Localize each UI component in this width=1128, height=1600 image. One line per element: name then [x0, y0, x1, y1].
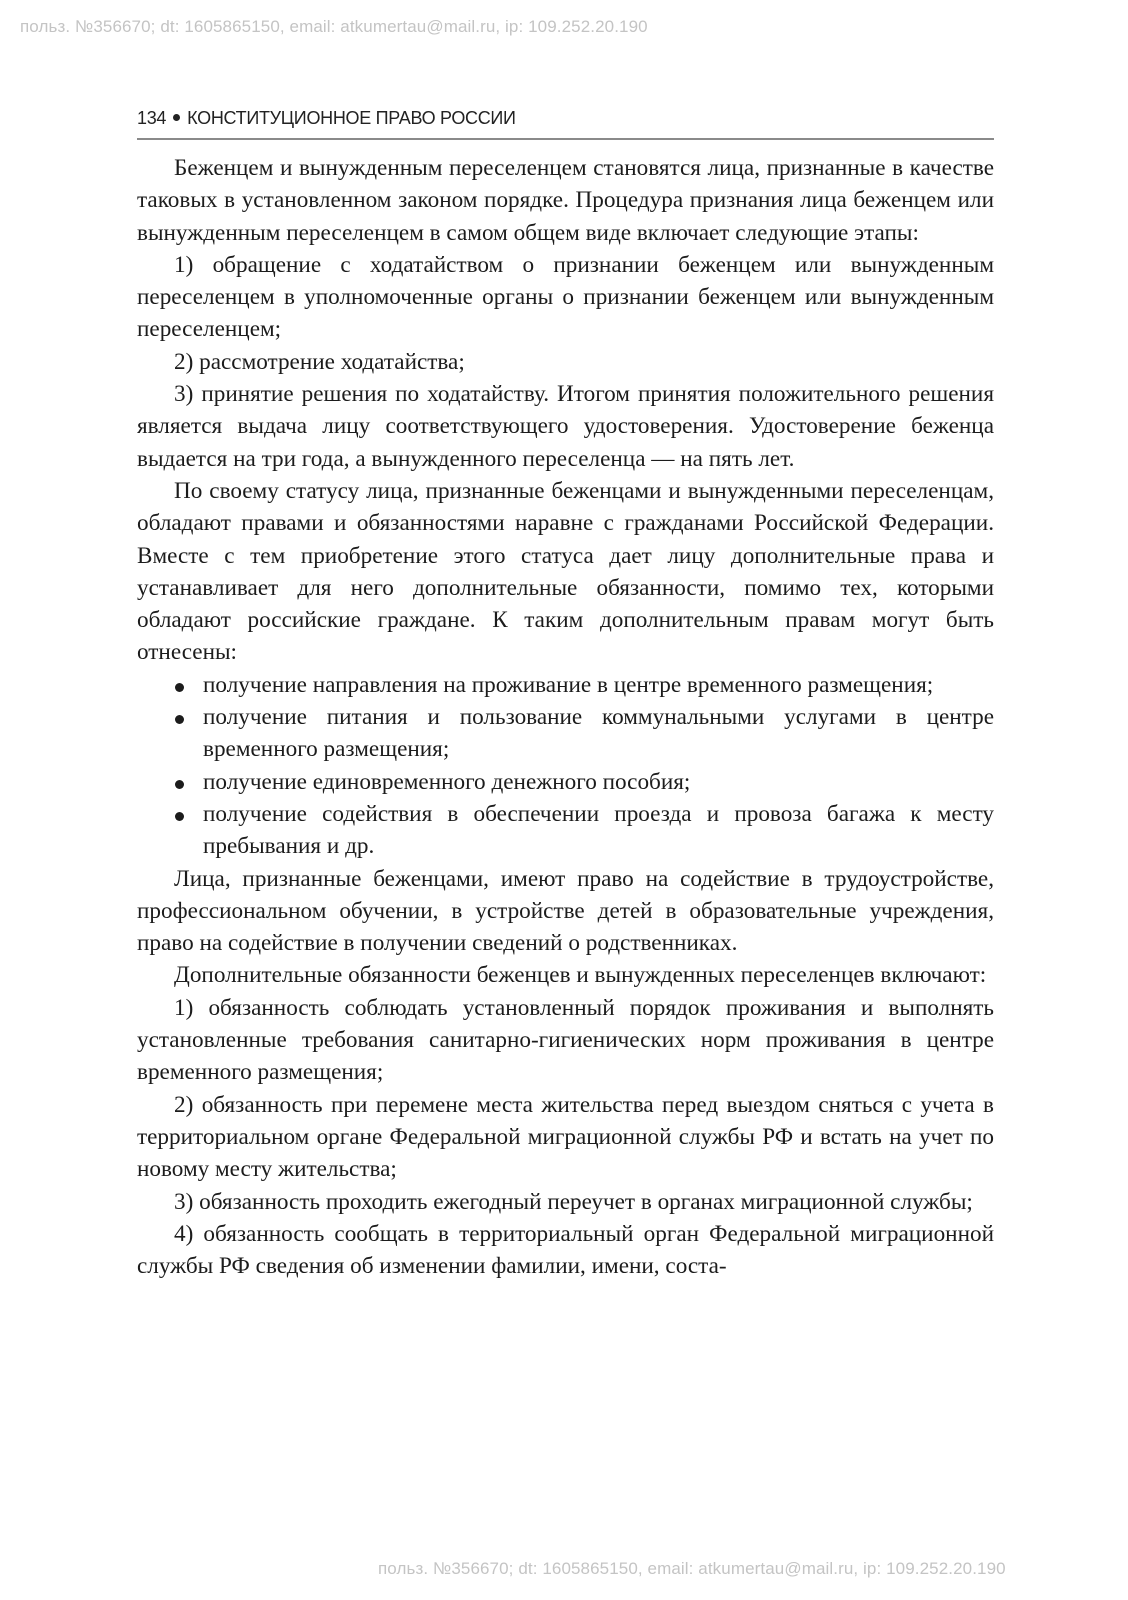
running-title: КОНСТИТУЦИОННОЕ ПРАВО РОССИИ	[187, 108, 516, 128]
list-step: 4) обязанность сообщать в территориальный орган Федеральной миграционной службы РФ сведения об изменении фамилии, имени, соста-	[137, 1220, 994, 1280]
bullet-separator-icon	[173, 114, 180, 121]
list-step: 3) обязанность проходить ежегодный переучет в органах миграционной службы;	[174, 1188, 973, 1215]
watermark-bottom: польз. №356670; dt: 1605865150, email: atkumertau@mail.ru, ip: 109.252.20.190	[378, 1559, 1006, 1578]
paragraph: Лица, признанные беженцами, имеют право на содействие в трудоустройстве, профессиональном обучении, в устройстве детей в образовательные учреждения, право на содействие в получении сведений о родственниках.	[137, 865, 994, 957]
running-header	[137, 108, 994, 140]
list-item	[137, 701, 994, 766]
list-step: 1) обязанность соблюдать установленный порядок проживания и выполнять установленные требования санитарно-гигиенических норм проживания в центре временного размещения;	[137, 994, 994, 1086]
paragraph: Дополнительные обязанности беженцев и вынужденных переселенцев включают:	[174, 962, 987, 989]
page-number: 134	[137, 108, 167, 128]
bullet-icon	[175, 715, 184, 724]
list-item	[137, 766, 994, 798]
list-step: 2) обязанность при перемене места жительства перед выездом сняться с учета в территориальном органе Федеральной миграционной службы РФ и встать на учет по новому месту жительства;	[137, 1091, 994, 1183]
list-step: 1) обращение с ходатайством о признании беженцем или вынужденным переселенцем в уполномоченные органы о признании беженцем или вынужденным переселенцем;	[137, 251, 994, 343]
list-item-text: получение направления на проживание в центре временного размещения;	[203, 671, 934, 698]
bullet-icon	[175, 683, 184, 692]
list-item-text: получение содействия в обеспечении проезда и провоза багажа к месту пребывания и др.	[203, 800, 994, 860]
list-item	[137, 798, 994, 863]
list-step: 3) принятие решения по ходатайству. Итогом принятия положительного решения является выдача лицу соответствующего удостоверения. Удостоверение беженца выдается на три года, а вынужденного переселенца — на пять лет.	[137, 381, 994, 472]
page-body	[137, 152, 994, 1282]
list-item	[137, 669, 994, 701]
list-item-text: получение единовременного денежного пособия;	[203, 768, 691, 795]
rights-bullet-list	[137, 669, 994, 863]
paragraph: Беженцем и вынужденным переселенцем становятся лица, признанные в качестве таковых в установленном законом порядке. Процедура признания лица беженцем или вынужденным переселенцем в самом общем виде включает следующие этапы:	[137, 155, 994, 246]
bullet-icon	[175, 780, 184, 789]
bullet-icon	[175, 812, 184, 821]
list-item-text: получение питания и пользование коммунальными услугами в центре временного размещения;	[203, 704, 994, 763]
paragraph: По своему статусу лица, признанные беженцами и вынужденными переселенцам, обладают правами и обязанностями наравне с гражданами Российской Федерации. Вместе с тем приобретение этого статуса дает лицу дополнительные права и устанавливает для него дополнительные обязанности, помимо тех, которыми обладают российские граждане. К таким дополнительным правам могут быть отнесены:	[137, 477, 994, 666]
watermark-top: польз. №356670; dt: 1605865150, email: atkumertau@mail.ru, ip: 109.252.20.190	[20, 17, 648, 36]
list-step: 2) рассмотрение ходатайства;	[174, 348, 465, 375]
